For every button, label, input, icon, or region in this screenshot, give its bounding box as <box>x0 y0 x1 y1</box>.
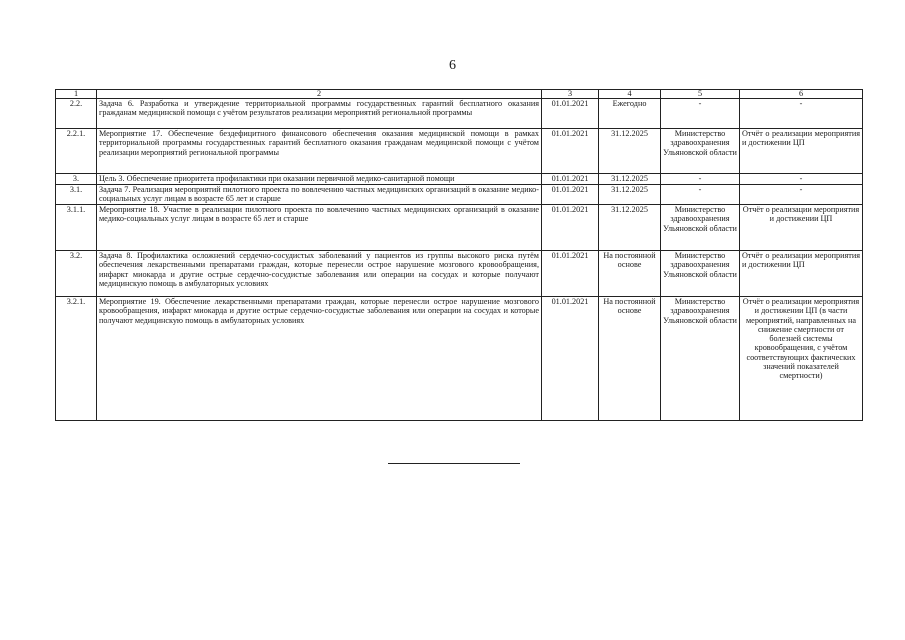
table-row <box>56 129 863 174</box>
row-result: Отчёт о реализации мероприятия и достижении ЦП <box>740 205 863 251</box>
column-header: 1 <box>56 90 97 99</box>
column-header: 3 <box>542 90 599 99</box>
row-description: Мероприятие 18. Участие в реализации пилотного проекта по вовлечению частных медицинских организаций в оказание медико-социальных услуг лицам в возрасте 65 лет и старше <box>97 205 542 251</box>
table-row <box>56 251 863 297</box>
row-number: 2.2. <box>56 99 97 129</box>
row-end-date: На постоянной основе <box>599 251 661 297</box>
row-result: Отчёт о реализации мероприятия и достижении ЦП (в части мероприятий, направленных на снижение смертности от болезней системы кровообращения, с учётом соответствующих фактических значений показателей смертности) <box>740 297 863 421</box>
row-start-date: 01.01.2021 <box>542 205 599 251</box>
row-description: Задача 6. Разработка и утверждение территориальной программы государственных гарантий бесплатного оказания гражданам медицинской помощи с учётом результатов реализации мероприятий региональной программы <box>97 99 542 129</box>
row-number: 2.2.1. <box>56 129 97 174</box>
row-start-date: 01.01.2021 <box>542 99 599 129</box>
page-number: 6 <box>449 58 456 73</box>
table-row <box>56 185 863 205</box>
row-result: - <box>740 174 863 185</box>
column-header: 4 <box>599 90 661 99</box>
row-number: 3.1.1. <box>56 205 97 251</box>
row-end-date: 31.12.2025 <box>599 174 661 185</box>
row-result: Отчёт о реализации мероприятия и достижении ЦП <box>740 129 863 174</box>
row-end-date: 31.12.2025 <box>599 129 661 174</box>
table-row <box>56 99 863 129</box>
row-responsible: - <box>661 99 740 129</box>
row-description: Цель 3. Обеспечение приоритета профилактики при оказании первичной медико-санитарной помощи <box>97 174 542 185</box>
row-result: Отчёт о реализации мероприятия и достижении ЦП <box>740 251 863 297</box>
column-header: 2 <box>97 90 542 99</box>
row-start-date: 01.01.2021 <box>542 185 599 205</box>
row-start-date: 01.01.2021 <box>542 174 599 185</box>
end-of-document-line <box>388 463 520 464</box>
row-start-date: 01.01.2021 <box>542 251 599 297</box>
row-description: Задача 7. Реализация мероприятий пилотного проекта по вовлечению частных медицинских организаций в оказание медико-социальных услуг лицам в возрасте 65 лет и старше <box>97 185 542 205</box>
row-description: Мероприятие 17. Обеспечение бездефицитного финансового обеспечения оказания медицинской помощи в рамках территориальной программы государственных гарантий бесплатного оказания гражданам медицинской помощи с учётом реализации мероприятий региональной программы <box>97 129 542 174</box>
row-responsible: Министерство здравоохранения Ульяновской области <box>661 205 740 251</box>
column-header: 6 <box>740 90 863 99</box>
row-end-date: 31.12.2025 <box>599 205 661 251</box>
row-number: 3. <box>56 174 97 185</box>
row-result: - <box>740 99 863 129</box>
plan-table <box>55 89 863 421</box>
row-responsible: Министерство здравоохранения Ульяновской области <box>661 297 740 421</box>
row-end-date: 31.12.2025 <box>599 185 661 205</box>
table-row <box>56 205 863 251</box>
row-responsible: - <box>661 174 740 185</box>
table-header-row <box>56 90 863 99</box>
table-row <box>56 174 863 185</box>
row-description: Мероприятие 19. Обеспечение лекарственными препаратами граждан, которые перенесли острое нарушение мозгового кровообращения, инфаркт миокарда и другие острые сердечно-сосудистые заболевания или операции на сосудах и которые получают медицинскую помощь в амбулаторных условиях <box>97 297 542 421</box>
row-responsible: Министерство здравоохранения Ульяновской области <box>661 251 740 297</box>
table-row <box>56 297 863 421</box>
row-number: 3.2.1. <box>56 297 97 421</box>
row-start-date: 01.01.2021 <box>542 297 599 421</box>
row-number: 3.2. <box>56 251 97 297</box>
row-responsible: Министерство здравоохранения Ульяновской области <box>661 129 740 174</box>
row-end-date: На постоянной основе <box>599 297 661 421</box>
row-result: - <box>740 185 863 205</box>
row-start-date: 01.01.2021 <box>542 129 599 174</box>
row-number: 3.1. <box>56 185 97 205</box>
row-end-date: Ежегодно <box>599 99 661 129</box>
row-responsible: - <box>661 185 740 205</box>
row-description: Задача 8. Профилактика осложнений сердечно-сосудистых заболеваний у пациентов из группы высокого риска путём обеспечения лекарственными препаратами граждан, которые перенесли острое нарушение мозгового кровообращения, инфаркт миокарда и другие острые сердечно-сосудистые заболевания или операции на сосудах и которые получают медицинскую помощь в амбулаторных условиях <box>97 251 542 297</box>
column-header: 5 <box>661 90 740 99</box>
